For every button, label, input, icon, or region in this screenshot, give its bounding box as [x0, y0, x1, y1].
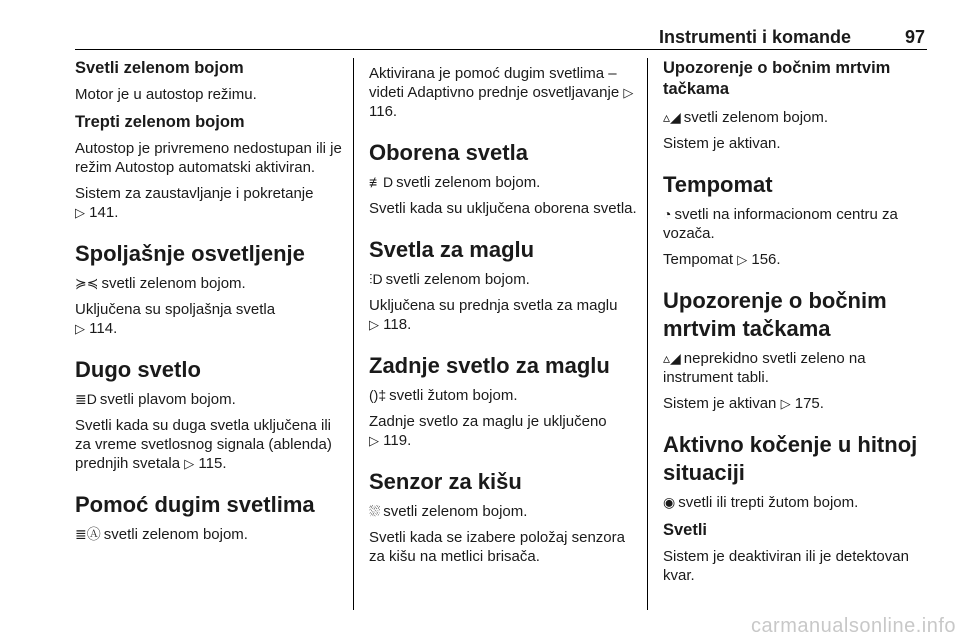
- paragraph: Uključena su spoljašnja svetla ▷ 114.: [75, 301, 276, 337]
- paragraph: ()‡ svetli žutom bojom.: [369, 387, 518, 404]
- front-fog-icon: ⫶D: [369, 271, 383, 287]
- paragraph: Sistem je aktivan ▷ 175.: [663, 395, 824, 412]
- watermark: carmanualsonline.info: [750, 615, 956, 637]
- triangle-pointer-icon: ▷: [737, 252, 748, 267]
- rain-sensor-icon: ⛆: [369, 503, 381, 519]
- blind-spot-icon: ▵◢: [663, 109, 681, 125]
- triangle-pointer-icon: ▷: [780, 396, 791, 411]
- paragraph: ⛆ svetli zelenom bojom.: [369, 503, 528, 520]
- paragraph: ≽≼ svetli zelenom bojom.: [75, 275, 246, 292]
- paragraph: Tempomat ▷ 156.: [663, 251, 781, 268]
- triangle-pointer-icon: ▷: [184, 456, 195, 471]
- section-title: Dugo svetlo: [75, 357, 201, 382]
- page-number: 97: [904, 27, 925, 47]
- paragraph: ▵◢ neprekidno svetli zeleno na instrument tabli.: [663, 350, 866, 386]
- triangle-pointer-icon: ▷: [75, 321, 85, 336]
- page-header: [75, 25, 927, 50]
- column-divider: [353, 58, 354, 610]
- paragraph: Zadnje svetlo za maglu je uključeno ▷ 119.: [369, 413, 607, 449]
- section-title: Aktivno kočenje u hitnoj situaciji: [663, 432, 918, 485]
- section-title: Tempomat: [663, 172, 773, 197]
- paragraph: ⫶D svetli zelenom bojom.: [369, 271, 530, 288]
- section-heading: Svetli: [663, 521, 708, 539]
- blind-spot-icon: ▵◢: [663, 350, 681, 366]
- section-title: Pomoć dugim svetlima: [75, 492, 315, 517]
- paragraph: ≢D svetli zelenom bojom.: [369, 174, 541, 191]
- section-heading: Trepti zelenom bojom: [75, 113, 245, 131]
- column-1: [75, 58, 347, 551]
- triangle-pointer-icon: ▷: [369, 433, 379, 448]
- paragraph: Autostop je privremeno nedostupan ili je režim Autostop automatski aktiviran.: [75, 140, 342, 176]
- paragraph: Sistem je aktivan.: [663, 135, 781, 152]
- section-title: Spoljašnje osvetljenje: [75, 241, 305, 266]
- high-beam-assist-icon: ≣Ⓐ: [75, 526, 101, 542]
- paragraph: Svetli kada se izabere položaj senzora za kišu na metlici brisača.: [369, 529, 625, 565]
- high-beam-icon: ≣D: [75, 391, 97, 407]
- emergency-brake-icon: ◉: [663, 494, 676, 510]
- paragraph: Uključena su prednja svetla za maglu ▷ 118.: [369, 297, 618, 333]
- header-title: Instrumenti i komande: [658, 27, 851, 47]
- paragraph: Aktivirana je pomoć dugim svetlima – videti Adaptivno prednje osvetljavanje ▷ 116.: [369, 65, 634, 120]
- cruise-control-icon: ◔: [663, 206, 672, 222]
- section-title: Zadnje svetlo za maglu: [369, 353, 610, 378]
- paragraph: ◉ svetli ili trepti žutom bojom.: [663, 494, 859, 511]
- section-title: Svetla za maglu: [369, 237, 535, 262]
- triangle-pointer-icon: ▷: [75, 205, 85, 220]
- paragraph: Sistem je deaktiviran ili je detektovan kvar.: [663, 548, 909, 584]
- low-beam-icon: ≢D: [369, 174, 394, 190]
- paragraph: Sistem za zaustavljanje i pokretanje ▷ 141.: [75, 185, 314, 221]
- column-3: [663, 58, 931, 592]
- section-heading: Svetli zelenom bojom: [75, 59, 244, 77]
- section-title: Senzor za kišu: [369, 469, 522, 494]
- column-2: [369, 58, 641, 573]
- paragraph: ◔ svetli na informacionom centru za vozača.: [663, 206, 898, 242]
- paragraph: ▵◢ svetli zelenom bojom.: [663, 109, 829, 126]
- paragraph: ≣Ⓐ svetli zelenom bojom.: [75, 526, 248, 543]
- triangle-pointer-icon: ▷: [623, 85, 634, 100]
- column-divider: [647, 58, 648, 610]
- rear-fog-icon: ()‡: [369, 387, 387, 403]
- paragraph: Motor je u autostop režimu.: [75, 86, 257, 103]
- paragraph: Svetli kada su uključena oborena svetla.: [369, 200, 637, 217]
- triangle-pointer-icon: ▷: [369, 317, 379, 332]
- section-title: Upozorenje o bočnim mrtvim tačkama: [663, 288, 887, 341]
- section-heading: Upozorenje o bočnim mrtvim tačkama: [663, 59, 891, 98]
- exterior-light-icon: ≽≼: [75, 275, 99, 291]
- paragraph: Svetli kada su duga svetla uključena ili za vreme svetlosnog signala (ablenda) prednjih svetala ▷ 115.: [75, 417, 332, 472]
- paragraph: ≣D svetli plavom bojom.: [75, 391, 236, 408]
- section-title: Oborena svetla: [369, 140, 528, 165]
